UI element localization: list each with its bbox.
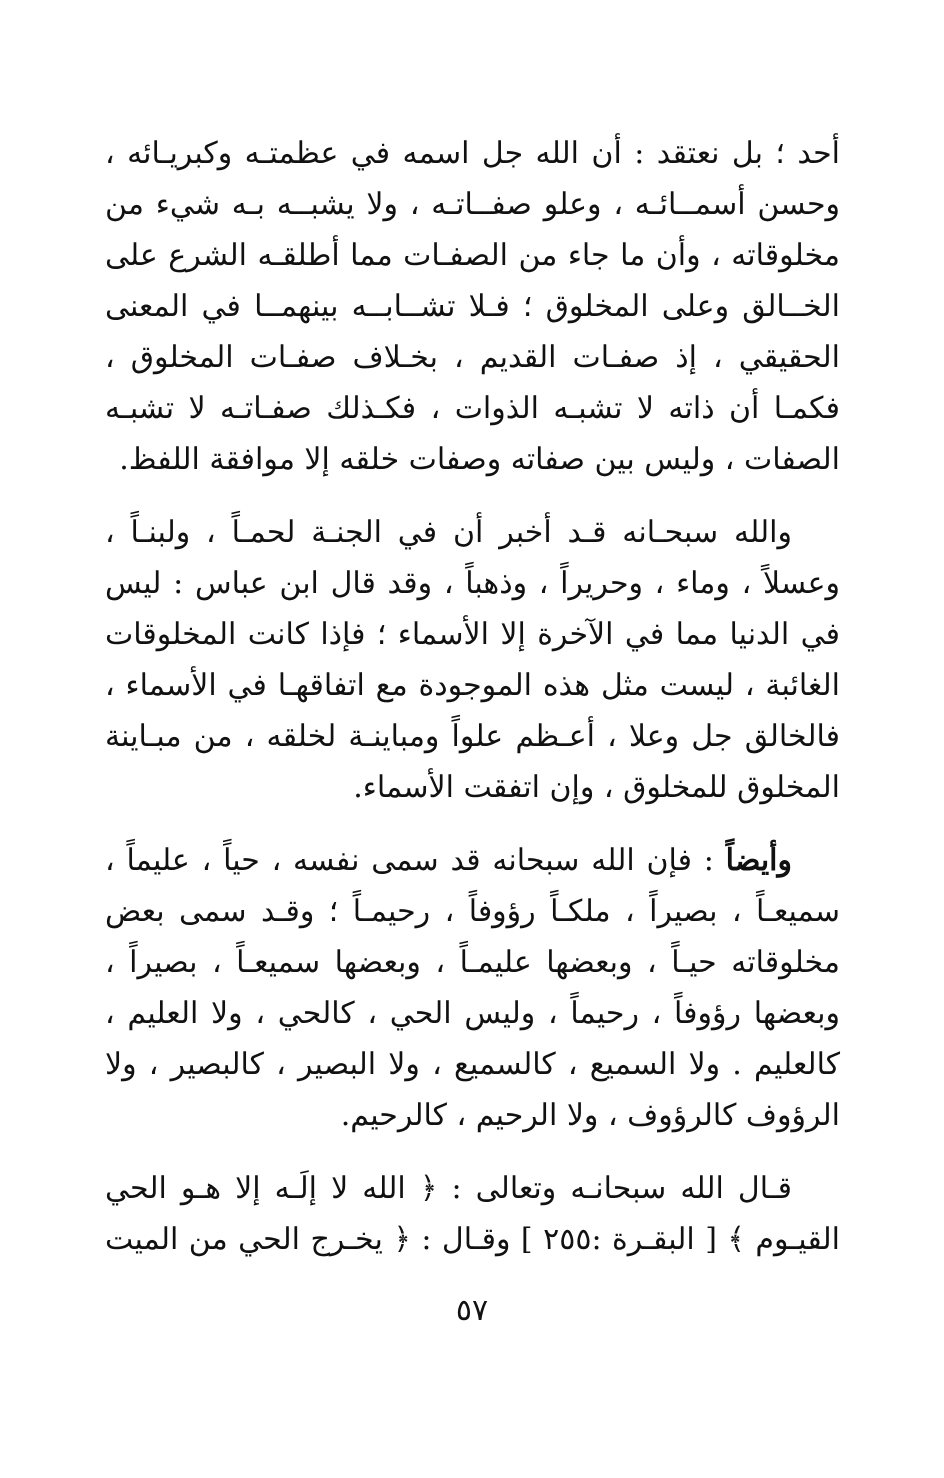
text-line: وحسن أسمــائـه ، وعلو صفــاتـه ، ولا يشبــه بـه شيء من <box>105 187 840 222</box>
text-line: الغائبة ، ليست مثل هذه الموجودة مع اتفاقهـا في الأسماء ، <box>105 668 840 703</box>
page-number: ٥٧ <box>455 1293 489 1328</box>
text-line: سميعـاً ، بصيراً ، ملكـاً رؤوفاً ، رحيمـاً ؛ وقـد سمى بعض <box>105 894 840 929</box>
paragraph-3 <box>105 835 840 1141</box>
text-line: كالعليم . ولا السميع ، كالسميع ، ولا البصير ، كالبصير ، ولا <box>105 1047 840 1082</box>
text-fragment: : فإن الله سبحانه قد سمى نفسه ، حياً ، عليماً ، <box>105 843 726 878</box>
paragraph-2 <box>105 507 840 813</box>
text-line: أحد ؛ بل نعتقد : أن الله جل اسمه في عظمتـه وكبريـائه ، <box>105 136 840 171</box>
text-line: الرؤوف كالرؤوف ، ولا الرحيم ، كالرحيم. <box>340 1098 840 1133</box>
text-line: وبعضها رؤوفاً ، رحيماً ، وليس الحي ، كالحي ، ولا العليم ، <box>105 996 840 1031</box>
text-line: الصفات ، وليس بين صفاته وصفات خلقه إلا موافقة اللفظ. <box>119 442 840 477</box>
text-line: الحقيقي ، إذ صفـات القديم ، بخـلاف صفـات المخلوق ، <box>105 340 840 375</box>
text-line: في الدنيا مما في الآخرة إلا الأسماء ؛ فإذا كانت المخلوقات <box>105 617 840 652</box>
text-line: المخلوق للمخلوق ، وإن اتفقت الأسماء. <box>353 770 840 805</box>
text-line: قـال الله سبحانـه وتعالى : ﴿ الله لا إلَـه إلا هـو الحي <box>105 1171 792 1206</box>
bold-lead-word: وأيضاً <box>725 843 792 878</box>
paragraph-1 <box>105 128 840 485</box>
text-line: القيـوم ﴾ [ البقـرة :٢٥٥ ] وقـال : ﴿ يخـرج الحي من الميت <box>105 1222 840 1257</box>
text-line <box>105 835 840 886</box>
text-line: وعسلاً ، وماء ، وحريراً ، وذهباً ، وقد قال ابن عباس : ليس <box>105 566 840 601</box>
text-line: الخــالق وعلى المخلوق ؛ فـلا تشــابــه بينهمــا في المعنى <box>105 289 840 324</box>
text-line: فكمـا أن ذاته لا تشبـه الذوات ، فكـذلك صفـاتـه لا تشبـه <box>105 391 840 426</box>
document-page <box>105 128 840 1358</box>
paragraph-4 <box>105 1163 840 1265</box>
text-line: مخلوقاته حيـاً ، وبعضها عليمـاً ، وبعضها سميعـاً ، بصيراً ، <box>105 945 840 980</box>
text-line: والله سبحـانه قـد أخبر أن في الجنـة لحمـاً ، ولبنـاً ، <box>105 515 793 550</box>
text-line: فالخالق جل وعلا ، أعـظم علواً ومباينـة لخلقه ، من مبـاينة <box>105 719 840 754</box>
text-line: مخلوقاته ، وأن ما جاء من الصفـات مما أطلقـه الشرع على <box>105 238 840 273</box>
